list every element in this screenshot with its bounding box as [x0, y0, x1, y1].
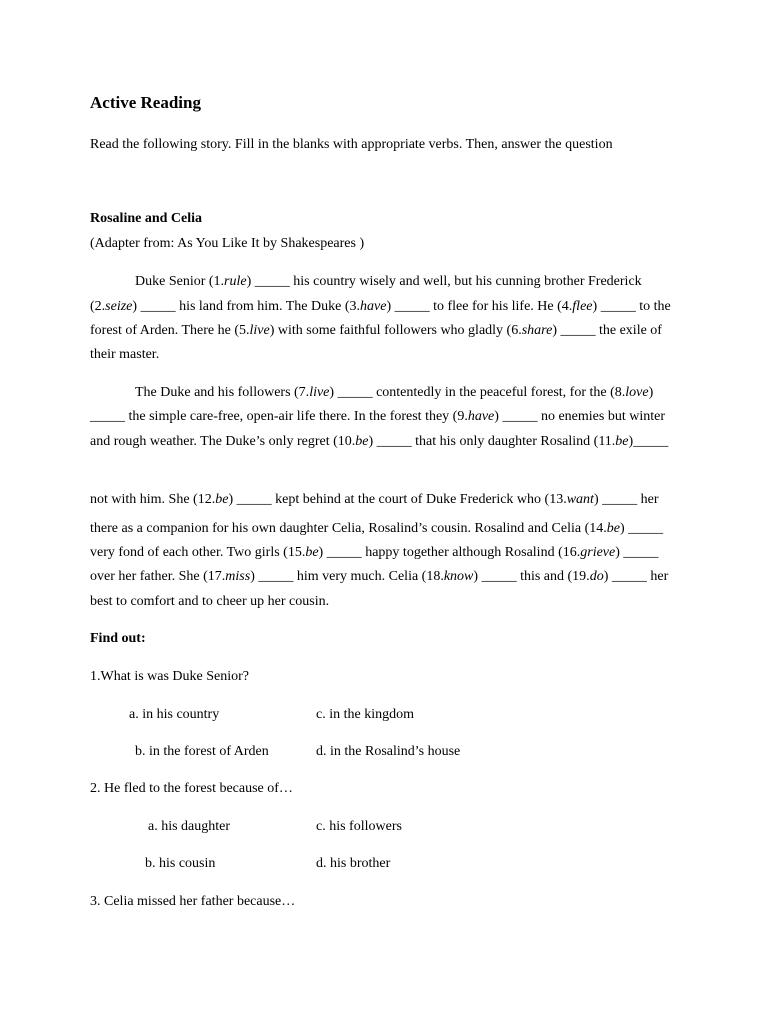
find-out-heading: Find out:: [90, 631, 146, 646]
question-text: 1.What is was Duke Senior?: [90, 669, 250, 684]
story-source: (Adapter from: As You Like It by Shakespeares ): [90, 236, 365, 251]
paragraph-line: their master.: [90, 347, 160, 362]
paragraph-line: not with him. She (12.be) _____ kept behind at the court of Duke Frederick who (13.want) _____ her: [90, 492, 659, 507]
story-title: Rosaline and Celia: [90, 211, 203, 226]
paragraph-line: The Duke and his followers (7.live) _____ contentedly in the peaceful forest, for the (8.love): [135, 385, 654, 400]
answer-option: d. his brother: [316, 856, 391, 871]
paragraph-line: _____ the simple care-free, open-air life there. In the forest they (9.have) _____ no enemies but winter: [90, 409, 665, 424]
paragraph-line: forest of Arden. There he (5.live) with some faithful followers who gladly (6.share) _____ the exile of: [90, 323, 662, 338]
answer-option: d. in the Rosalind’s house: [316, 744, 461, 759]
paragraph-line: best to comfort and to cheer up her cousin.: [90, 594, 330, 609]
paragraph-line: (2.seize) _____ his land from him. The Duke (3.have) _____ to flee for his life. He (4.flee) _____ to the: [90, 299, 671, 314]
paragraph-line: and rough weather. The Duke’s only regret (10.be) _____ that his only daughter Rosalind (11.be)_____: [90, 434, 669, 449]
answer-option: a. in his country: [129, 707, 220, 722]
paragraph-line: very fond of each other. Two girls (15.be) _____ happy together although Rosalind (16.grieve) _____: [90, 545, 659, 560]
answer-option: c. his followers: [316, 819, 402, 834]
paragraph-line: Duke Senior (1.rule) _____ his country wisely and well, but his cunning brother Frederick: [135, 274, 642, 289]
answer-option: a. his daughter: [148, 819, 231, 834]
paragraph-line: over her father. She (17.miss) _____ him very much. Celia (18.know) _____ this and (19.do) _____ her: [90, 569, 669, 584]
page-title: Active Reading: [90, 93, 201, 112]
question-text: 3. Celia missed her father because…: [90, 894, 296, 909]
answer-option: b. his cousin: [145, 856, 216, 871]
paragraph-line: there as a companion for his own daughter Celia, Rosalind’s cousin. Rosalind and Celia (14.be) _____: [90, 521, 664, 536]
answer-option: b. in the forest of Arden: [135, 744, 269, 759]
answer-option: c. in the kingdom: [316, 707, 414, 722]
instructions-text: Read the following story. Fill in the blanks with appropriate verbs. Then, answer the question: [90, 137, 613, 152]
question-text: 2. He fled to the forest because of…: [90, 781, 293, 796]
